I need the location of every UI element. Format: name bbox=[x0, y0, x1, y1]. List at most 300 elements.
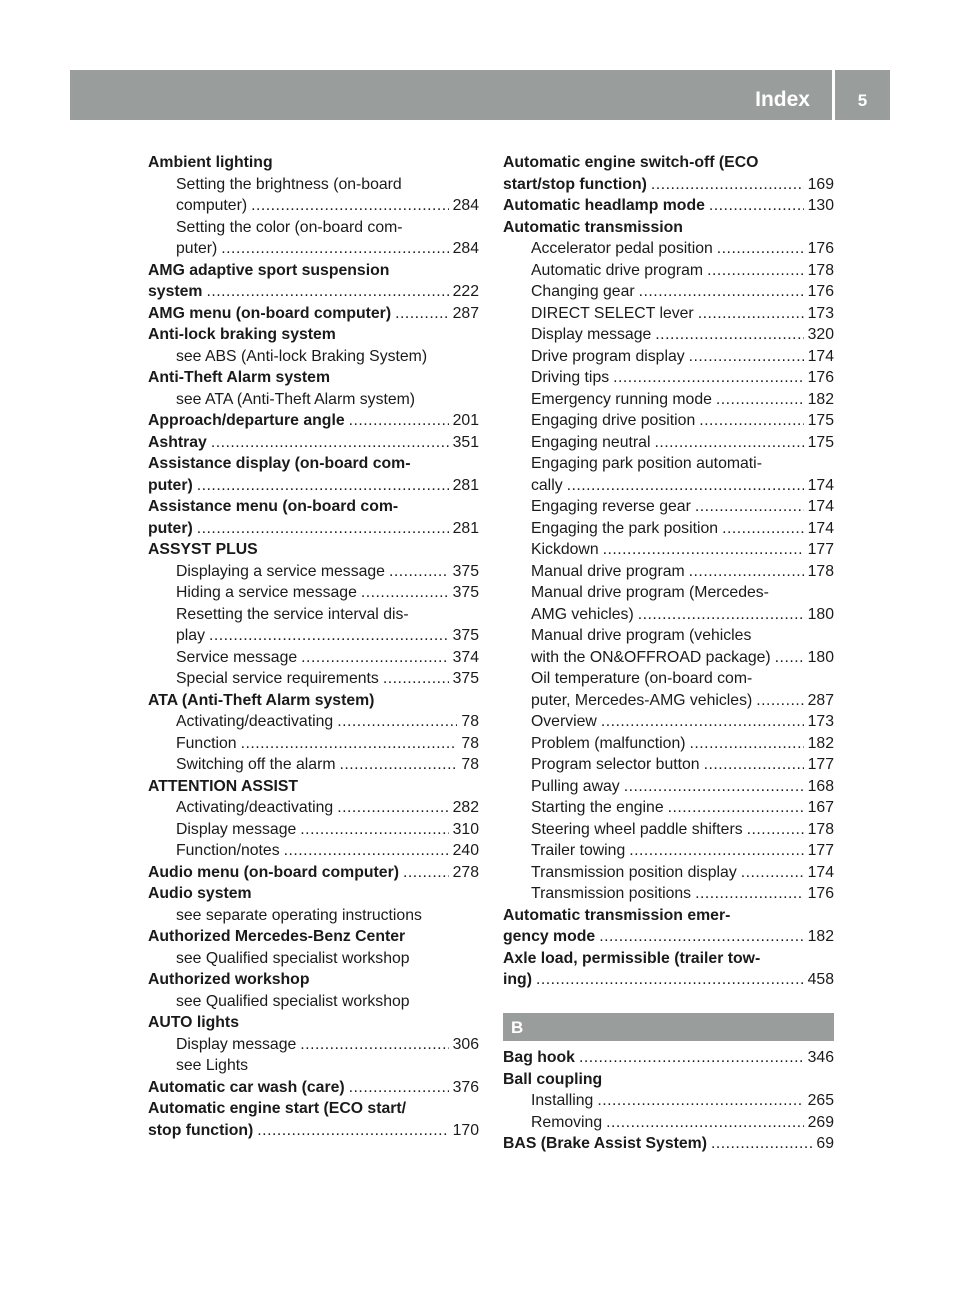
leader-dots bbox=[383, 668, 449, 690]
leader-dots bbox=[756, 690, 803, 712]
page-reference: 182 bbox=[807, 734, 834, 752]
page-reference: 284 bbox=[452, 197, 479, 214]
entry-text: Display message bbox=[176, 1035, 297, 1053]
index-entry bbox=[503, 217, 834, 239]
index-column-left bbox=[148, 152, 479, 1141]
leader-dots bbox=[257, 1120, 448, 1142]
section-header-b bbox=[503, 1013, 834, 1041]
index-entry bbox=[148, 862, 479, 884]
page-reference: 320 bbox=[807, 326, 834, 343]
page-reference: 177 bbox=[807, 756, 834, 773]
index-subentry bbox=[148, 174, 479, 196]
page-reference: 78 bbox=[461, 713, 479, 730]
leader-dots bbox=[211, 432, 449, 454]
entry-text: AUTO lights bbox=[148, 1014, 239, 1031]
page-number: 5 bbox=[857, 91, 868, 110]
index-subentry bbox=[503, 647, 834, 669]
leader-dots bbox=[337, 711, 457, 733]
index-entry bbox=[503, 905, 834, 927]
page-reference: 130 bbox=[807, 197, 834, 214]
entry-text: Assistance display (on-board com- bbox=[148, 455, 411, 472]
index-entry bbox=[148, 303, 479, 325]
page-reference: 240 bbox=[452, 842, 479, 859]
index-entry bbox=[503, 174, 834, 196]
index-subentry bbox=[148, 1055, 479, 1077]
index-subentry bbox=[148, 346, 479, 368]
leader-dots bbox=[689, 561, 804, 583]
page-reference: 281 bbox=[452, 476, 479, 494]
entry-text: puter, Mercedes-AMG vehicles) bbox=[531, 691, 753, 709]
leader-dots bbox=[717, 238, 804, 260]
page-reference: 169 bbox=[807, 175, 834, 193]
page-reference: 375 bbox=[452, 562, 479, 580]
leader-dots bbox=[403, 862, 449, 884]
index-subentry bbox=[503, 453, 834, 475]
page-reference: 178 bbox=[807, 562, 834, 580]
page-reference: 175 bbox=[807, 412, 834, 429]
entry-text: BAS (Brake Assist System) bbox=[503, 1135, 707, 1152]
entry-text: Driving tips bbox=[531, 369, 610, 386]
index-subentry bbox=[148, 582, 479, 604]
page-reference: 173 bbox=[807, 713, 834, 730]
index-subentry bbox=[503, 797, 834, 819]
entry-text: Problem (malfunction) bbox=[531, 734, 686, 752]
leader-dots bbox=[606, 1112, 804, 1134]
page-reference: 376 bbox=[452, 1078, 479, 1096]
entry-text: system bbox=[148, 283, 203, 300]
index-entry bbox=[148, 539, 479, 561]
index-subentry bbox=[148, 754, 479, 776]
index-entry bbox=[148, 883, 479, 905]
entry-text: Anti-lock braking system bbox=[148, 326, 336, 343]
page-reference: 176 bbox=[807, 283, 834, 300]
page-reference: 176 bbox=[807, 369, 834, 386]
page-reference: 174 bbox=[807, 863, 834, 881]
entry-text: Trailer towing bbox=[531, 842, 626, 859]
entry-text: Engaging park position automati- bbox=[531, 455, 762, 472]
index-entry bbox=[148, 496, 479, 518]
index-subentry bbox=[148, 238, 479, 260]
page-reference: 180 bbox=[807, 605, 834, 623]
index-subentry bbox=[503, 410, 834, 432]
leader-dots bbox=[709, 195, 804, 217]
index-subentry bbox=[503, 862, 834, 884]
page-reference: 176 bbox=[807, 885, 834, 902]
entry-text: Axle load, permissible (trailer tow- bbox=[503, 949, 761, 967]
index-entry bbox=[148, 453, 479, 475]
entry-text: computer) bbox=[176, 197, 248, 214]
entry-text: Setting the color (on-board com- bbox=[176, 218, 403, 236]
leader-dots bbox=[747, 819, 804, 841]
index-subentry bbox=[148, 389, 479, 411]
leader-dots bbox=[241, 733, 458, 755]
page-reference: 375 bbox=[452, 584, 479, 601]
leader-dots bbox=[716, 389, 804, 411]
index-subentry bbox=[503, 303, 834, 325]
entry-text: Service message bbox=[176, 648, 298, 666]
index-section-b bbox=[503, 1047, 834, 1155]
leader-dots bbox=[603, 539, 804, 561]
index-entry bbox=[503, 195, 834, 217]
page-reference: 284 bbox=[452, 240, 479, 257]
page-reference: 269 bbox=[807, 1113, 834, 1131]
entry-text: Automatic engine start (ECO start/ bbox=[148, 1100, 407, 1117]
index-subentry bbox=[148, 991, 479, 1013]
index-entry bbox=[148, 1012, 479, 1034]
index-subentry bbox=[503, 389, 834, 411]
page-reference: 178 bbox=[807, 820, 834, 838]
entry-text: see separate operating instructions bbox=[176, 906, 422, 924]
entry-text: Audio system bbox=[148, 885, 252, 902]
page-reference: 175 bbox=[807, 433, 834, 451]
entry-text: see Qualified specialist workshop bbox=[176, 949, 410, 967]
entry-text: Function bbox=[176, 734, 237, 752]
page-reference: 310 bbox=[452, 820, 479, 838]
entry-text: AMG vehicles) bbox=[531, 605, 634, 623]
entry-text: Authorized Mercedes-Benz Center bbox=[148, 928, 406, 945]
entry-text: Program selector button bbox=[531, 756, 700, 773]
entry-text: Activating/deactivating bbox=[176, 799, 334, 816]
page-reference: 174 bbox=[807, 498, 834, 515]
page-reference: 201 bbox=[452, 412, 479, 429]
index-subentry bbox=[503, 1112, 834, 1134]
page-reference: 375 bbox=[452, 627, 479, 644]
entry-text: see ATA (Anti-Theft Alarm system) bbox=[176, 390, 416, 408]
entry-text: Automatic headlamp mode bbox=[503, 197, 705, 214]
leader-dots bbox=[221, 238, 448, 260]
index-subentry bbox=[503, 819, 834, 841]
index-entry bbox=[503, 948, 834, 970]
entry-text: Displaying a service message bbox=[176, 562, 385, 580]
index-subentry bbox=[148, 625, 479, 647]
leader-dots bbox=[395, 303, 449, 325]
leader-dots bbox=[651, 174, 804, 196]
index-entry bbox=[148, 367, 479, 389]
page-reference: 306 bbox=[452, 1035, 479, 1053]
leader-dots bbox=[197, 475, 449, 497]
entry-text: Switching off the alarm bbox=[176, 756, 336, 773]
leader-dots bbox=[698, 303, 804, 325]
page-reference: 174 bbox=[807, 519, 834, 537]
entry-text: Resetting the service interval dis- bbox=[176, 605, 409, 623]
leader-dots bbox=[639, 281, 804, 303]
leader-dots bbox=[629, 840, 803, 862]
index-subentry bbox=[148, 733, 479, 755]
leader-dots bbox=[624, 776, 804, 798]
index-subentry bbox=[503, 690, 834, 712]
entry-text: Transmission position display bbox=[531, 863, 737, 881]
leader-dots bbox=[284, 840, 449, 862]
page-reference: 78 bbox=[461, 734, 479, 752]
index-entry bbox=[148, 475, 479, 497]
leader-dots bbox=[536, 969, 804, 991]
entry-text: Overview bbox=[531, 713, 597, 730]
index-subentry bbox=[503, 324, 834, 346]
index-entry bbox=[148, 410, 479, 432]
page-reference: 287 bbox=[452, 304, 479, 322]
index-entry bbox=[503, 152, 834, 174]
index-subentry bbox=[503, 668, 834, 690]
leader-dots bbox=[689, 346, 804, 368]
entry-text: Automatic transmission bbox=[503, 218, 683, 236]
index-subentry bbox=[503, 346, 834, 368]
page-reference: 182 bbox=[807, 390, 834, 408]
entry-text: Changing gear bbox=[531, 283, 635, 300]
entry-text: Display message bbox=[176, 820, 297, 838]
entry-text: Manual drive program bbox=[531, 562, 685, 580]
index-entry bbox=[503, 1133, 834, 1155]
index-entry bbox=[503, 1047, 834, 1069]
index-subentry bbox=[148, 1034, 479, 1056]
leader-dots bbox=[197, 518, 449, 540]
entry-text: Function/notes bbox=[176, 842, 280, 859]
index-entry bbox=[148, 152, 479, 174]
entry-text: Kickdown bbox=[531, 541, 599, 558]
index-subentry bbox=[503, 625, 834, 647]
page-reference: 174 bbox=[807, 347, 834, 365]
index-subentry bbox=[148, 797, 479, 819]
leader-dots bbox=[599, 926, 803, 948]
index-subentry bbox=[503, 260, 834, 282]
entry-text: Ball coupling bbox=[503, 1070, 603, 1088]
index-entry bbox=[503, 1069, 834, 1091]
index-entry bbox=[148, 1098, 479, 1120]
leader-dots bbox=[707, 260, 804, 282]
entry-text: Ashtray bbox=[148, 433, 207, 451]
leader-dots bbox=[567, 475, 804, 497]
page-reference: 458 bbox=[807, 971, 834, 988]
leader-dots bbox=[695, 883, 804, 905]
index-subentry bbox=[503, 883, 834, 905]
entry-text: puter) bbox=[148, 519, 193, 537]
entry-text: see Qualified specialist workshop bbox=[176, 992, 410, 1010]
index-subentry bbox=[503, 238, 834, 260]
index-column-right bbox=[503, 152, 834, 991]
leader-dots bbox=[337, 797, 448, 819]
page-reference: 375 bbox=[452, 670, 479, 687]
page-reference: 174 bbox=[807, 476, 834, 494]
leader-dots bbox=[597, 1090, 803, 1112]
entry-text: Audio menu (on-board computer) bbox=[148, 863, 399, 881]
entry-text: Engaging the park position bbox=[531, 519, 719, 537]
page-reference: 374 bbox=[452, 648, 479, 666]
page-reference: 78 bbox=[461, 756, 479, 773]
leader-dots bbox=[209, 625, 449, 647]
entry-text: puter) bbox=[176, 240, 218, 257]
entry-text: Automatic car wash (care) bbox=[148, 1078, 345, 1096]
index-subentry bbox=[503, 539, 834, 561]
entry-text: see ABS (Anti-lock Braking System) bbox=[176, 347, 428, 365]
index-subentry bbox=[148, 668, 479, 690]
index-entry bbox=[148, 1077, 479, 1099]
entry-text: AMG adaptive sport suspension bbox=[148, 261, 390, 279]
entry-text: Activating/deactivating bbox=[176, 713, 334, 730]
index-entry bbox=[148, 690, 479, 712]
entry-text: Automatic engine switch-off (ECO bbox=[503, 154, 759, 171]
entry-text: AMG menu (on-board computer) bbox=[148, 304, 392, 322]
leader-dots bbox=[654, 432, 803, 454]
index-subentry bbox=[503, 754, 834, 776]
index-subentry bbox=[148, 647, 479, 669]
leader-dots bbox=[579, 1047, 804, 1069]
entry-text: Drive program display bbox=[531, 347, 685, 365]
index-entry bbox=[148, 324, 479, 346]
index-subentry bbox=[503, 776, 834, 798]
entry-text: gency mode bbox=[503, 928, 596, 945]
leader-dots bbox=[722, 518, 804, 540]
leader-dots bbox=[695, 496, 804, 518]
index-subentry bbox=[148, 905, 479, 927]
index-subentry bbox=[503, 1090, 834, 1112]
leader-dots bbox=[638, 604, 804, 626]
leader-dots bbox=[613, 367, 804, 389]
entry-text: Pulling away bbox=[531, 777, 620, 795]
leader-dots bbox=[711, 1133, 812, 1155]
index-subentry bbox=[503, 711, 834, 733]
entry-text: Special service requirements bbox=[176, 670, 379, 687]
page-title: Index bbox=[755, 88, 810, 111]
index-subentry bbox=[503, 604, 834, 626]
page-reference: 173 bbox=[807, 304, 834, 322]
entry-text: start/stop function) bbox=[503, 175, 647, 193]
entry-text: Anti-Theft Alarm system bbox=[148, 369, 330, 386]
index-entry bbox=[503, 969, 834, 991]
entry-text: Emergency running mode bbox=[531, 390, 712, 408]
leader-dots bbox=[301, 647, 448, 669]
leader-dots bbox=[704, 754, 804, 776]
index-entry bbox=[148, 926, 479, 948]
entry-text: Automatic transmission emer- bbox=[503, 906, 731, 924]
index-subentry bbox=[148, 948, 479, 970]
page-reference: 282 bbox=[452, 799, 479, 816]
page-reference: 178 bbox=[807, 261, 834, 279]
leader-dots bbox=[300, 1034, 448, 1056]
leader-dots bbox=[699, 410, 803, 432]
page-reference: 167 bbox=[807, 799, 834, 816]
index-entry bbox=[148, 1120, 479, 1142]
entry-text: Transmission positions bbox=[531, 885, 692, 902]
entry-text: Authorized workshop bbox=[148, 971, 310, 988]
entry-text: ATA (Anti-Theft Alarm system) bbox=[148, 691, 375, 709]
entry-text: Ambient lighting bbox=[148, 154, 273, 171]
page-reference: 222 bbox=[452, 283, 479, 300]
entry-text: Steering wheel paddle shifters bbox=[531, 820, 743, 838]
index-subentry bbox=[148, 819, 479, 841]
index-entry bbox=[148, 281, 479, 303]
entry-text: ASSYST PLUS bbox=[148, 541, 258, 558]
entry-text: puter) bbox=[148, 476, 193, 494]
entry-text: play bbox=[176, 627, 205, 644]
index-subentry bbox=[503, 432, 834, 454]
page-reference: 170 bbox=[452, 1121, 479, 1139]
page-reference: 346 bbox=[807, 1049, 834, 1066]
entry-text: stop function) bbox=[148, 1121, 254, 1139]
entry-text: Installing bbox=[531, 1092, 594, 1109]
entry-text: Starting the engine bbox=[531, 799, 664, 816]
entry-text: Automatic drive program bbox=[531, 261, 704, 279]
index-entry bbox=[148, 518, 479, 540]
leader-dots bbox=[300, 819, 448, 841]
entry-text: Approach/departure angle bbox=[148, 412, 345, 429]
leader-dots bbox=[349, 410, 449, 432]
entry-text: see Lights bbox=[176, 1057, 249, 1074]
page-reference: 168 bbox=[807, 777, 834, 795]
leader-dots bbox=[655, 324, 803, 346]
entry-text: ing) bbox=[503, 971, 532, 988]
entry-text: Manual drive program (Mercedes- bbox=[531, 584, 769, 601]
page-reference: 265 bbox=[807, 1092, 834, 1109]
entry-text: Assistance menu (on-board com- bbox=[148, 498, 399, 515]
index-subentry bbox=[148, 840, 479, 862]
page-reference: 278 bbox=[452, 863, 479, 881]
index-entry bbox=[503, 926, 834, 948]
leader-dots bbox=[361, 582, 449, 604]
entry-text: Manual drive program (vehicles bbox=[531, 627, 752, 644]
leader-dots bbox=[389, 561, 449, 583]
entry-text: Display message bbox=[531, 326, 652, 343]
page-reference: 351 bbox=[452, 433, 479, 451]
index-subentry bbox=[503, 561, 834, 583]
page-reference: 177 bbox=[807, 842, 834, 859]
index-subentry bbox=[148, 561, 479, 583]
section-letter: B bbox=[511, 1018, 524, 1037]
page-reference: 177 bbox=[807, 541, 834, 558]
index-subentry bbox=[503, 733, 834, 755]
leader-dots bbox=[251, 195, 449, 217]
page-reference: 281 bbox=[452, 519, 479, 537]
entry-text: cally bbox=[531, 476, 563, 494]
leader-dots bbox=[601, 711, 804, 733]
leader-dots bbox=[340, 754, 458, 776]
index-subentry bbox=[503, 840, 834, 862]
index-subentry bbox=[148, 711, 479, 733]
index-subentry bbox=[503, 582, 834, 604]
page-reference: 180 bbox=[807, 648, 834, 666]
index-entry bbox=[148, 776, 479, 798]
index-subentry bbox=[503, 518, 834, 540]
entry-text: Accelerator pedal position bbox=[531, 240, 713, 257]
leader-dots bbox=[775, 647, 804, 669]
index-subentry bbox=[148, 604, 479, 626]
entry-text: with the ON&OFFROAD package) bbox=[531, 648, 771, 666]
entry-text: Setting the brightness (on-board bbox=[176, 175, 402, 193]
index-entry bbox=[148, 432, 479, 454]
index-subentry bbox=[148, 195, 479, 217]
entry-text: Hiding a service message bbox=[176, 584, 357, 601]
leader-dots bbox=[741, 862, 804, 884]
index-subentry bbox=[503, 496, 834, 518]
entry-text: ATTENTION ASSIST bbox=[148, 777, 299, 795]
entry-text: Engaging reverse gear bbox=[531, 498, 691, 515]
entry-text: Removing bbox=[531, 1113, 603, 1131]
page-reference: 69 bbox=[816, 1135, 834, 1152]
index-entry bbox=[148, 260, 479, 282]
index-subentry bbox=[148, 217, 479, 239]
entry-text: Oil temperature (on-board com- bbox=[531, 670, 753, 687]
page-header bbox=[70, 70, 890, 120]
index-subentry bbox=[503, 281, 834, 303]
leader-dots bbox=[668, 797, 804, 819]
entry-text: Engaging neutral bbox=[531, 433, 651, 451]
entry-text: Engaging drive position bbox=[531, 412, 696, 429]
index-subentry bbox=[503, 475, 834, 497]
index-subentry bbox=[503, 367, 834, 389]
page-reference: 176 bbox=[807, 240, 834, 257]
leader-dots bbox=[349, 1077, 449, 1099]
entry-text: DIRECT SELECT lever bbox=[531, 304, 694, 322]
entry-text: Bag hook bbox=[503, 1049, 575, 1066]
leader-dots bbox=[206, 281, 448, 303]
